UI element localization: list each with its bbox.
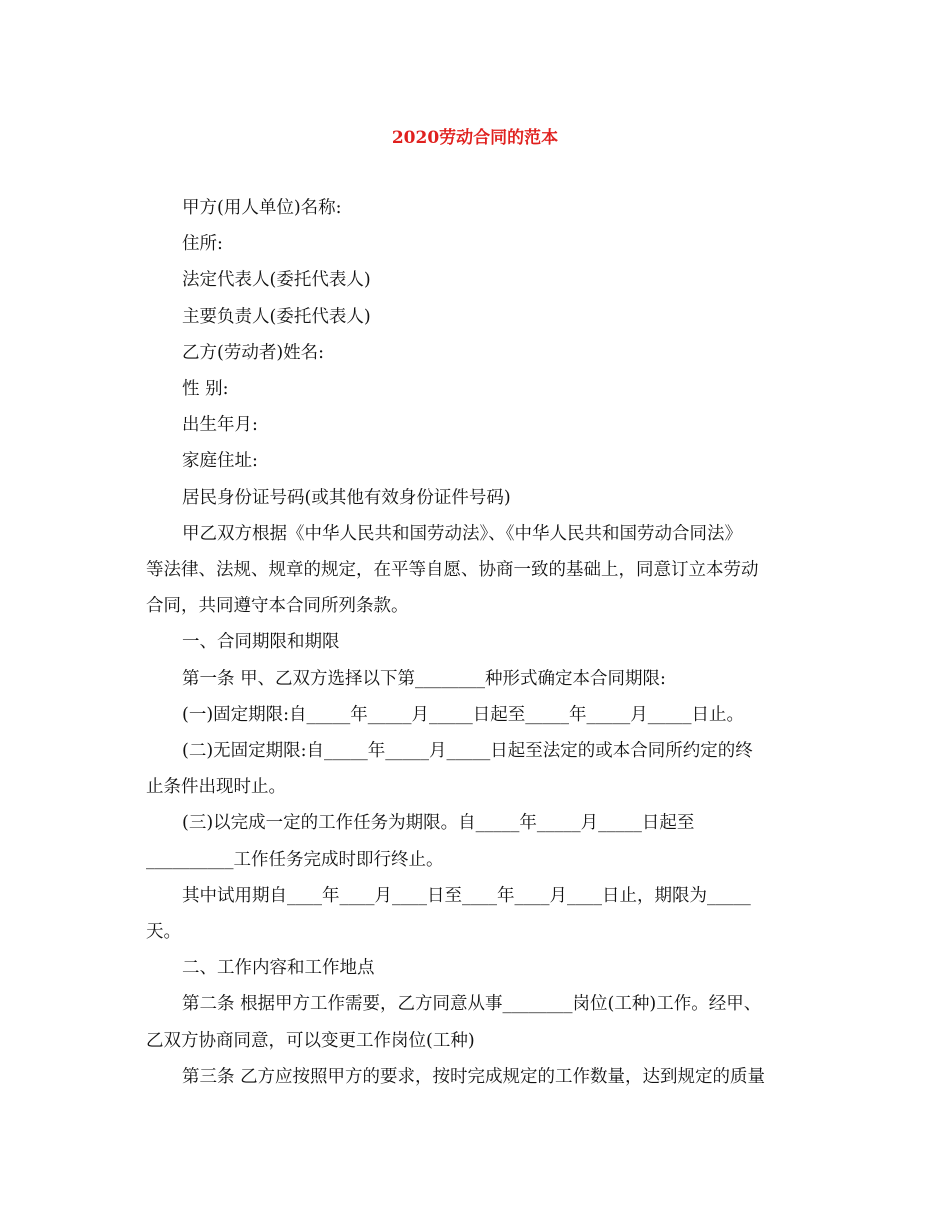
principal-line: 主要负责人(委托代表人)	[182, 306, 371, 327]
option-open-term	[146, 733, 808, 805]
section-1-heading: 一、合同期限和期限	[182, 632, 340, 653]
party-a-name-line: 甲方(用人单位)名称:	[182, 198, 342, 218]
probation-paragraph	[146, 878, 808, 950]
probation-line: 天。	[146, 922, 181, 943]
option-fixed-term: (一)固定期限:自_____年_____月_____日起至_____年_____月_____日止。	[182, 704, 745, 725]
option-open-term-line: 止条件出现时止。	[146, 777, 286, 798]
address-line: 住所:	[182, 234, 223, 255]
option-open-term-line: (二)无固定期限:自_____年_____月_____日起至法定的或本合同所约定的终	[182, 741, 753, 762]
option-task-term-line: __________工作任务完成时即行终止。	[146, 849, 444, 870]
birth-date-line: 出生年月:	[182, 415, 258, 436]
document-body	[146, 190, 808, 1095]
intro-line: 合同，共同遵守本合同所列条款。	[146, 596, 409, 617]
legal-representative-line: 法定代表人(委托代表人)	[182, 270, 371, 291]
intro-line: 甲乙双方根据《中华人民共和国劳动法》、《中华人民共和国劳动合同法》	[182, 523, 742, 544]
option-task-term-line: (三)以完成一定的工作任务为期限。自_____年_____月_____日起至	[182, 813, 695, 834]
gender-line: 性 别:	[182, 379, 229, 400]
intro-line: 等法律、法规、规章的规定，在平等自愿、协商一致的基础上，同意订立本劳动	[146, 560, 759, 581]
probation-line: 其中试用期自____年____月____日至____年____月____日止，期限为_____	[182, 885, 751, 906]
section-2-heading: 二、工作内容和工作地点	[182, 958, 375, 979]
document-title: 2020劳动合同的范本	[391, 128, 559, 148]
article-2-line: 第二条 根据甲方工作需要，乙方同意从事________岗位(工种)工作。经甲、	[182, 994, 762, 1015]
party-b-name-line: 乙方(劳动者)姓名:	[182, 342, 325, 363]
id-number-line: 居民身份证号码(或其他有效身份证件号码)	[182, 487, 511, 508]
article-3: 第三条 乙方应按照甲方的要求，按时完成规定的工作数量，达到规定的质量	[182, 1066, 766, 1087]
home-address-line: 家庭住址:	[182, 451, 258, 472]
option-task-term	[146, 805, 808, 877]
intro-paragraph	[146, 516, 808, 625]
article-1: 第一条 甲、乙双方选择以下第________种形式确定本合同期限:	[182, 668, 666, 689]
article-2	[146, 986, 808, 1058]
article-2-line: 乙双方协商同意，可以变更工作岗位(工种)	[146, 1030, 475, 1051]
